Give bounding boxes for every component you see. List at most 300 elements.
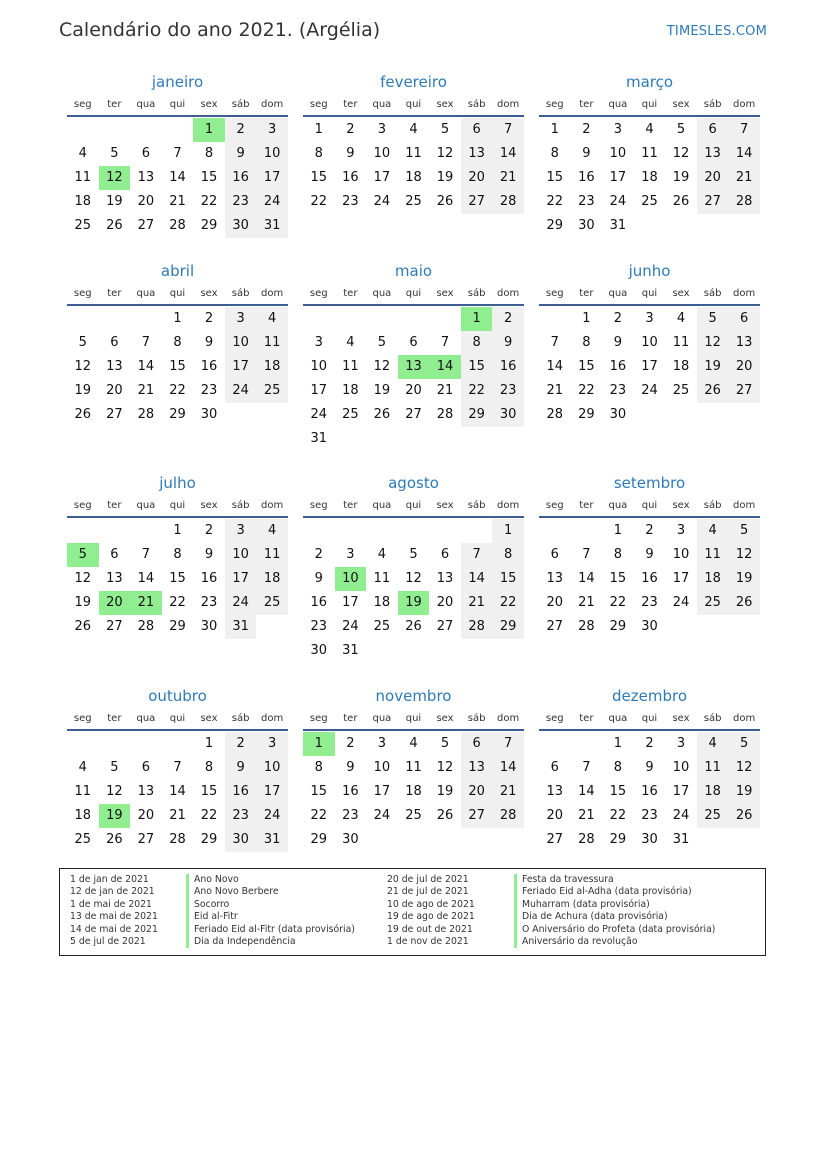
weekday-label: seg xyxy=(73,500,92,511)
day-cell: 13 xyxy=(461,756,493,780)
day-cell: 24 xyxy=(672,808,690,823)
day-cell: 8 xyxy=(173,547,182,562)
weekday-label: ter xyxy=(343,288,358,299)
day-cell: 28 xyxy=(436,407,454,422)
empty-cell xyxy=(429,519,461,543)
day-cell: 8 xyxy=(314,760,323,775)
day-cell: 14 xyxy=(169,784,186,799)
day-cell: 5 xyxy=(409,547,418,562)
empty-cell xyxy=(99,307,131,331)
month-name: agosto xyxy=(388,474,439,492)
empty-cell xyxy=(67,732,99,756)
day-cell: 4 xyxy=(78,760,87,775)
day-cell: 24 xyxy=(373,808,391,823)
day-cell: 10 xyxy=(256,142,288,166)
day-cell: 19 xyxy=(672,170,690,185)
week-row xyxy=(303,166,524,190)
day-cell: 15 xyxy=(310,784,328,799)
day-cell: 1 xyxy=(582,311,591,326)
day-cell: 28 xyxy=(169,218,186,233)
weekday-label: qui xyxy=(641,99,658,110)
weekday-header xyxy=(303,496,524,518)
weekday-label: ter xyxy=(107,500,122,511)
day-cell: 12 xyxy=(373,359,391,374)
day-cell: 12 xyxy=(436,146,454,161)
day-cell: 11 xyxy=(74,784,92,799)
week-row xyxy=(303,331,524,355)
day-cell: 16 xyxy=(225,780,257,804)
holiday-day-cell: 5 xyxy=(67,543,99,567)
day-cell: 23 xyxy=(641,808,658,823)
day-cell: 12 xyxy=(672,146,690,161)
week-row xyxy=(67,142,288,166)
weekday-label: dom xyxy=(733,288,756,299)
day-cell: 23 xyxy=(200,595,218,610)
legend-date: 1 de jan de 2021 xyxy=(70,874,149,885)
week-row xyxy=(303,615,524,639)
day-cell: 16 xyxy=(310,595,328,610)
day-cell: 11 xyxy=(405,760,422,775)
holiday-day-cell: 1 xyxy=(193,118,225,142)
day-cell: 25 xyxy=(373,619,391,634)
legend-date: 19 de out de 2021 xyxy=(387,923,473,935)
weekday-label: qua xyxy=(608,713,628,724)
empty-cell xyxy=(697,403,729,427)
day-cell: 21 xyxy=(169,808,186,823)
day-cell: 11 xyxy=(74,170,92,185)
week-row xyxy=(539,591,760,615)
day-cell: 12 xyxy=(728,756,760,780)
day-cell: 25 xyxy=(697,591,729,615)
day-cell: 4 xyxy=(78,146,87,161)
day-cell: 26 xyxy=(436,808,454,823)
empty-cell xyxy=(130,307,162,331)
week-row xyxy=(303,804,524,828)
legend-date: 12 de jan de 2021 xyxy=(70,886,155,898)
empty-cell xyxy=(539,732,571,756)
empty-cell xyxy=(492,828,524,852)
day-cell: 19 xyxy=(728,780,760,804)
day-cell: 21 xyxy=(728,166,760,190)
week-row xyxy=(303,307,524,331)
weekday-label: sáb xyxy=(231,288,250,299)
weekday-label: qui xyxy=(405,99,422,110)
week-row xyxy=(539,355,760,379)
day-cell: 5 xyxy=(78,335,87,350)
week-row xyxy=(539,519,760,543)
day-cell: 15 xyxy=(492,567,524,591)
day-cell: 11 xyxy=(697,543,729,567)
day-cell: 24 xyxy=(225,379,257,403)
day-cell: 18 xyxy=(342,383,359,398)
weekday-label: seg xyxy=(545,288,564,299)
day-cell: 2 xyxy=(225,118,257,142)
empty-cell xyxy=(398,427,430,451)
day-cell: 9 xyxy=(346,146,355,161)
day-cell: 16 xyxy=(609,359,627,374)
day-cell: 12 xyxy=(697,331,729,355)
day-cell: 9 xyxy=(645,547,654,562)
day-cell: 8 xyxy=(461,331,493,355)
day-cell: 15 xyxy=(546,170,564,185)
weekday-header xyxy=(67,496,288,518)
day-cell: 22 xyxy=(310,808,328,823)
day-cell: 2 xyxy=(582,122,591,137)
empty-cell xyxy=(461,519,493,543)
week-row xyxy=(303,591,524,615)
day-cell: 18 xyxy=(405,170,422,185)
empty-cell xyxy=(99,519,131,543)
weekday-label: seg xyxy=(73,713,92,724)
empty-cell xyxy=(67,118,99,142)
week-row xyxy=(539,756,760,780)
empty-cell xyxy=(697,615,729,639)
empty-cell xyxy=(335,519,367,543)
day-cell: 6 xyxy=(550,547,559,562)
empty-cell xyxy=(162,118,194,142)
month-abril xyxy=(67,261,288,427)
day-cell: 26 xyxy=(672,194,690,209)
holiday-day-cell: 12 xyxy=(99,166,131,190)
day-cell: 2 xyxy=(492,307,524,331)
day-cell: 3 xyxy=(613,122,623,137)
empty-cell xyxy=(162,732,194,756)
weekday-label: sex xyxy=(672,99,690,110)
day-cell: 24 xyxy=(225,591,257,615)
empty-cell xyxy=(130,519,162,543)
empty-cell xyxy=(429,828,461,852)
legend-date: 20 de jul de 2021 xyxy=(387,874,469,885)
day-cell: 23 xyxy=(578,194,595,209)
day-cell: 18 xyxy=(373,595,391,610)
day-cell: 12 xyxy=(74,359,92,374)
holiday-day-cell: 19 xyxy=(398,591,430,615)
weekday-label: qui xyxy=(169,288,186,299)
week-row xyxy=(303,756,524,780)
day-cell: 27 xyxy=(546,832,564,847)
day-cell: 16 xyxy=(578,170,595,185)
empty-cell xyxy=(335,427,367,451)
week-row xyxy=(67,780,288,804)
day-cell: 28 xyxy=(492,804,524,828)
weekday-label: ter xyxy=(579,713,594,724)
weekday-label: ter xyxy=(343,713,358,724)
weekday-label: qua xyxy=(608,288,628,299)
weekday-label: ter xyxy=(107,99,122,110)
day-cell: 3 xyxy=(676,523,686,538)
week-row xyxy=(303,142,524,166)
day-cell: 26 xyxy=(697,379,729,403)
day-cell: 10 xyxy=(256,756,288,780)
day-cell: 3 xyxy=(346,547,355,562)
day-cell: 18 xyxy=(74,194,92,209)
weekday-label: seg xyxy=(545,713,564,724)
day-cell: 2 xyxy=(204,311,214,326)
weekday-label: dom xyxy=(261,500,284,511)
weekday-header xyxy=(539,709,760,731)
day-cell: 6 xyxy=(141,760,151,775)
week-row xyxy=(539,567,760,591)
day-cell: 22 xyxy=(169,383,186,398)
day-cell: 19 xyxy=(436,170,454,185)
day-cell: 13 xyxy=(697,142,729,166)
weekday-header xyxy=(67,709,288,731)
day-cell: 9 xyxy=(204,547,214,562)
week-row xyxy=(539,732,760,756)
day-cell: 27 xyxy=(461,190,493,214)
legend-holiday-name: Dia de Achura (data provisória) xyxy=(514,911,668,923)
weekday-label: sex xyxy=(436,500,454,511)
day-cell: 21 xyxy=(436,383,454,398)
weekday-label: dom xyxy=(261,288,284,299)
day-cell: 7 xyxy=(440,335,450,350)
weekday-label: qui xyxy=(405,288,422,299)
empty-cell xyxy=(366,307,398,331)
day-cell: 9 xyxy=(346,760,355,775)
week-row xyxy=(303,567,524,591)
day-cell: 29 xyxy=(461,403,493,427)
month-name: maio xyxy=(394,262,433,280)
day-cell: 6 xyxy=(409,335,418,350)
day-cell: 9 xyxy=(582,146,591,161)
legend-holiday-name: Ano Novo xyxy=(186,874,239,886)
day-cell: 3 xyxy=(225,519,257,543)
day-cell: 18 xyxy=(256,355,288,379)
week-row xyxy=(303,732,524,756)
day-cell: 25 xyxy=(342,407,359,422)
month-setembro xyxy=(539,473,760,639)
day-cell: 17 xyxy=(672,784,690,799)
empty-cell xyxy=(665,615,697,639)
day-cell: 14 xyxy=(492,756,524,780)
day-cell: 22 xyxy=(609,808,627,823)
day-cell: 6 xyxy=(697,118,729,142)
month-name: novembro xyxy=(375,687,452,705)
month-outubro xyxy=(67,686,288,852)
weekday-label: ter xyxy=(343,500,358,511)
day-cell: 13 xyxy=(546,571,564,586)
week-row xyxy=(67,118,288,142)
legend-date: 5 de jul de 2021 xyxy=(70,936,146,947)
day-cell: 8 xyxy=(613,547,623,562)
legend-holiday-name: Aniversário da revolução xyxy=(514,936,638,948)
weekday-label: qua xyxy=(372,500,392,511)
day-cell: 19 xyxy=(728,567,760,591)
day-cell: 11 xyxy=(342,359,359,374)
day-cell: 25 xyxy=(74,218,92,233)
empty-cell xyxy=(728,403,760,427)
day-cell: 11 xyxy=(256,331,288,355)
week-row xyxy=(303,639,524,663)
weekday-label: qua xyxy=(136,713,156,724)
month-name: junho xyxy=(628,262,671,280)
day-cell: 16 xyxy=(641,784,658,799)
day-cell: 3 xyxy=(314,335,323,350)
weekday-label: sáb xyxy=(467,500,486,511)
legend-holiday-name: Socorro xyxy=(186,899,229,911)
day-cell: 2 xyxy=(346,122,355,137)
empty-cell xyxy=(67,307,99,331)
weekday-label: sex xyxy=(672,500,690,511)
weekday-label: sex xyxy=(436,713,454,724)
day-cell: 13 xyxy=(728,331,760,355)
day-cell: 4 xyxy=(377,547,387,562)
day-cell: 12 xyxy=(436,760,454,775)
weekday-label: qua xyxy=(136,99,156,110)
legend-holiday-name: Feriado Eid al-Fitr (data provisória) xyxy=(186,924,355,936)
day-cell: 6 xyxy=(110,547,119,562)
day-cell: 27 xyxy=(106,619,123,634)
day-cell: 19 xyxy=(74,595,92,610)
legend-date: 14 de mai de 2021 xyxy=(70,923,158,935)
week-row xyxy=(67,355,288,379)
weekday-label: qui xyxy=(169,500,186,511)
day-cell: 22 xyxy=(200,808,218,823)
day-cell: 5 xyxy=(728,732,760,756)
day-cell: 14 xyxy=(137,571,155,586)
day-cell: 31 xyxy=(609,218,627,233)
day-cell: 8 xyxy=(204,760,214,775)
weekday-header xyxy=(303,284,524,306)
day-cell: 31 xyxy=(310,431,328,446)
day-cell: 5 xyxy=(676,122,686,137)
weekday-label: qui xyxy=(641,500,658,511)
weekday-label: sex xyxy=(672,713,690,724)
week-row xyxy=(539,828,760,852)
day-cell: 18 xyxy=(74,808,92,823)
week-row xyxy=(67,214,288,238)
day-cell: 29 xyxy=(609,619,627,634)
day-cell: 17 xyxy=(256,166,288,190)
day-cell: 27 xyxy=(106,407,123,422)
day-cell: 22 xyxy=(461,379,493,403)
day-cell: 3 xyxy=(676,736,686,751)
day-cell: 25 xyxy=(697,804,729,828)
weekday-label: sex xyxy=(436,288,454,299)
day-cell: 20 xyxy=(137,808,155,823)
weekday-label: qui xyxy=(169,99,186,110)
day-cell: 14 xyxy=(137,359,155,374)
holiday-day-cell: 21 xyxy=(130,591,162,615)
empty-cell xyxy=(728,214,760,238)
legend-holiday-name: Eid al-Fitr xyxy=(186,911,238,923)
day-cell: 18 xyxy=(697,567,729,591)
day-cell: 16 xyxy=(641,571,658,586)
legend-holiday-name: Festa da travessura xyxy=(514,874,614,886)
day-cell: 10 xyxy=(609,146,627,161)
day-cell: 15 xyxy=(200,170,218,185)
day-cell: 1 xyxy=(550,122,559,137)
empty-cell xyxy=(571,732,603,756)
day-cell: 29 xyxy=(310,832,328,847)
day-cell: 19 xyxy=(697,355,729,379)
day-cell: 16 xyxy=(342,784,359,799)
day-cell: 7 xyxy=(492,732,524,756)
day-cell: 28 xyxy=(461,615,493,639)
day-cell: 13 xyxy=(106,359,123,374)
day-cell: 23 xyxy=(492,379,524,403)
day-cell: 20 xyxy=(461,780,493,804)
day-cell: 27 xyxy=(461,804,493,828)
day-cell: 26 xyxy=(74,407,92,422)
day-cell: 23 xyxy=(342,194,359,209)
day-cell: 20 xyxy=(106,383,123,398)
day-cell: 7 xyxy=(550,335,559,350)
day-cell: 4 xyxy=(409,122,418,137)
day-cell: 29 xyxy=(200,832,218,847)
weekday-label: qui xyxy=(169,713,186,724)
legend-date: 19 de ago de 2021 xyxy=(387,911,475,923)
day-cell: 10 xyxy=(672,547,690,562)
week-row xyxy=(67,519,288,543)
day-cell: 14 xyxy=(578,571,595,586)
weekday-header xyxy=(67,95,288,117)
day-cell: 17 xyxy=(672,571,690,586)
legend-holiday-name: Muharram (data provisória) xyxy=(514,899,650,911)
day-cell: 16 xyxy=(200,571,218,586)
week-row xyxy=(67,403,288,427)
day-cell: 31 xyxy=(256,214,288,238)
month-novembro xyxy=(303,686,524,852)
day-cell: 16 xyxy=(200,359,218,374)
day-cell: 26 xyxy=(106,832,123,847)
month-name: julho xyxy=(159,474,196,492)
day-cell: 8 xyxy=(550,146,559,161)
day-cell: 11 xyxy=(697,756,729,780)
day-cell: 16 xyxy=(225,166,257,190)
day-cell: 10 xyxy=(373,146,391,161)
day-cell: 12 xyxy=(74,571,92,586)
day-cell: 10 xyxy=(672,760,690,775)
day-cell: 19 xyxy=(436,784,454,799)
day-cell: 29 xyxy=(609,832,627,847)
weekday-label: qua xyxy=(372,713,392,724)
day-cell: 28 xyxy=(728,190,760,214)
day-cell: 27 xyxy=(436,619,454,634)
day-cell: 13 xyxy=(461,142,493,166)
day-cell: 24 xyxy=(672,595,690,610)
day-cell: 3 xyxy=(377,736,387,751)
weekday-label: dom xyxy=(497,500,520,511)
week-row xyxy=(67,615,288,639)
day-cell: 10 xyxy=(373,760,391,775)
day-cell: 22 xyxy=(609,595,627,610)
day-cell: 27 xyxy=(405,407,422,422)
week-row xyxy=(67,190,288,214)
empty-cell xyxy=(366,519,398,543)
holiday-day-cell: 1 xyxy=(303,732,335,756)
day-cell: 24 xyxy=(256,190,288,214)
day-cell: 31 xyxy=(342,643,359,658)
weekday-label: sex xyxy=(672,288,690,299)
day-cell: 24 xyxy=(641,383,658,398)
week-row xyxy=(67,828,288,852)
weekday-header xyxy=(539,496,760,518)
day-cell: 8 xyxy=(613,760,623,775)
month-fevereiro xyxy=(303,72,524,214)
legend-date: 13 de mai de 2021 xyxy=(70,911,158,923)
weekday-header xyxy=(303,709,524,731)
week-row xyxy=(67,732,288,756)
day-cell: 4 xyxy=(676,311,686,326)
legend-holiday-name: Dia da Independência xyxy=(186,936,296,948)
weekday-label: seg xyxy=(545,99,564,110)
site-link[interactable]: TIMESLES.COM xyxy=(666,24,767,39)
holiday-legend xyxy=(59,868,766,956)
day-cell: 15 xyxy=(578,359,595,374)
day-cell: 7 xyxy=(582,547,591,562)
day-cell: 21 xyxy=(546,383,564,398)
